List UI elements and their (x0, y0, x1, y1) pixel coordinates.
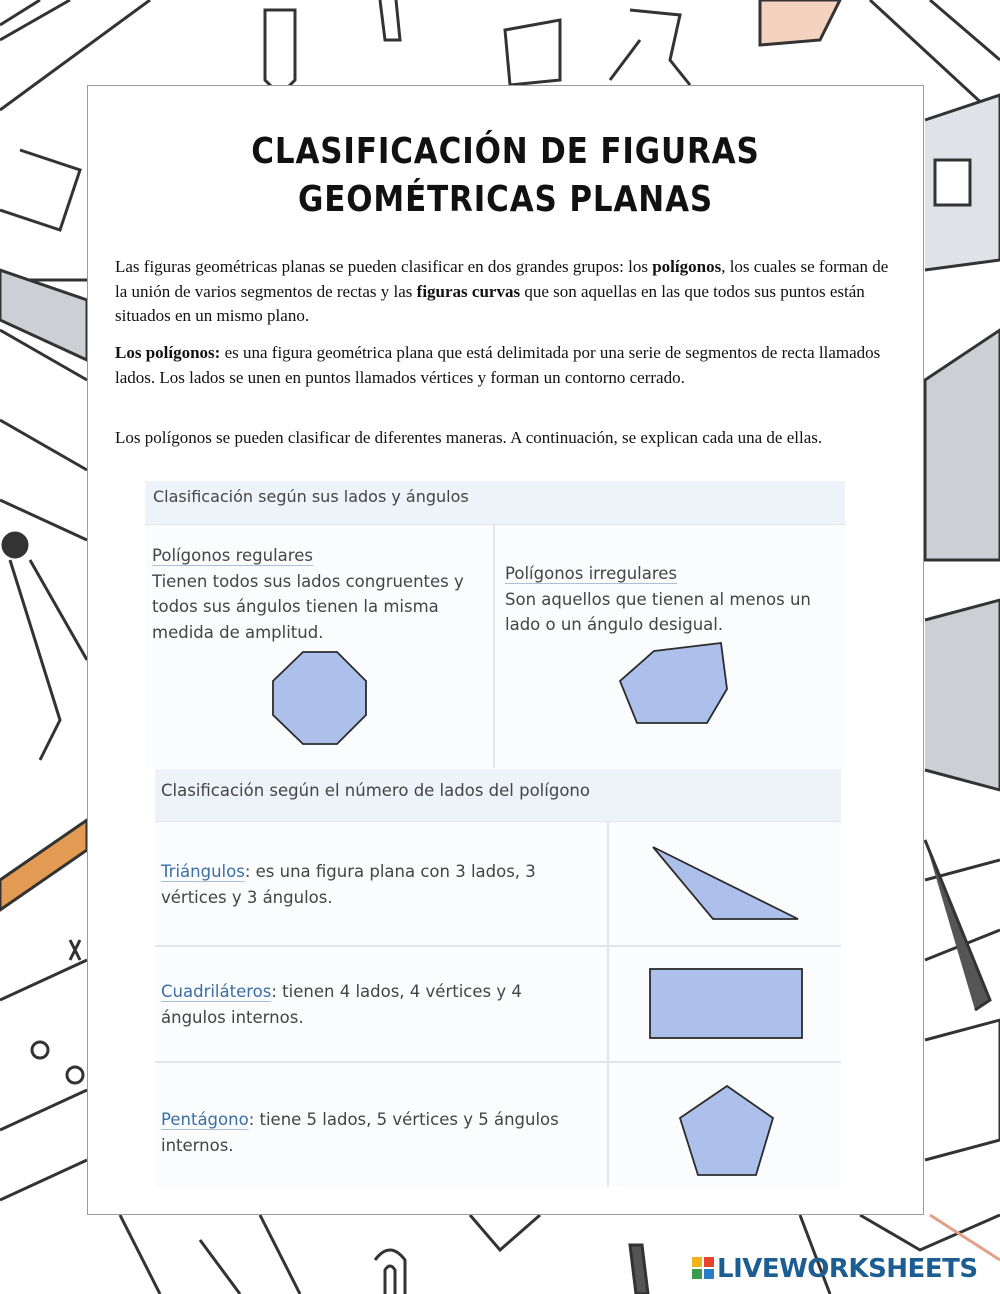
quadrilaterals-row: Cuadriláteros: tienen 4 lados, 4 vértices y 4 ángulos internos. (161, 982, 522, 1027)
rectangle-icon (649, 968, 804, 1040)
liveworksheets-logo: LIVEWORKSHEETS (692, 1254, 978, 1284)
logo-badge-icon (692, 1257, 714, 1279)
page-title: CLASIFICACIÓN DE FIGURAS GEOMÉTRICAS PLANAS (251, 131, 760, 220)
regular-polygons-cell (152, 543, 487, 645)
table-header: Clasificación según sus lados y ángulos (145, 481, 845, 525)
classification-intro: Los polígonos se pueden clasificar de diferentes maneras. A continuación, se explican cada una de ellas. (115, 428, 823, 447)
regular-polygons-desc: Tienen todos sus lados congruentes y todos sus ángulos tienen la misma medida de amplitud. (152, 571, 464, 642)
irregular-polygons-title: Polígonos irregulares (505, 564, 678, 583)
regular-polygons-title: Polígonos regulares (152, 546, 313, 565)
column-divider (493, 525, 495, 768)
polygons-definition: Los polígonos: es una figura geométrica plana que está delimitada por una serie de segmentos de recta llamados lados. Los lados se unen en puntos llamados vértices y forman un contorno cerrado. (115, 343, 881, 387)
quadrilaterals-term: Cuadriláteros (161, 982, 272, 1001)
worksheet-page (87, 85, 924, 1215)
irregular-polygon-icon (617, 641, 732, 729)
pentagon-term: Pentágono (161, 1110, 249, 1129)
row-divider (155, 1061, 841, 1063)
table-header: Clasificación según el número de lados del polígono (155, 769, 841, 822)
column-divider (607, 822, 609, 1187)
pentagon-icon (678, 1084, 776, 1178)
number-of-sides-table (155, 769, 841, 1187)
triangles-row: Triángulos: es una figura plana con 3 lados, 3 vértices y 3 ángulos. (161, 862, 536, 907)
row-divider (155, 945, 841, 947)
octagon-icon (270, 649, 370, 749)
intro-paragraph: Las figuras geométricas planas se pueden clasificar en dos grandes grupos: los polígonos, los cuales se forman de la unión de varios segmentos de rectas y las figuras curvas que son aquellas en las que todos sus puntos están situados en un mismo plano. (115, 257, 889, 325)
triangle-icon (651, 845, 801, 925)
irregular-polygons-desc: Son aquellos que tienen al menos un lado o un ángulo desigual. (505, 589, 811, 634)
pentagon-row: Pentágono: tiene 5 lados, 5 vértices y 5 ángulos internos. (161, 1110, 559, 1155)
irregular-polygons-cell (505, 561, 840, 638)
triangles-term: Triángulos (161, 862, 245, 881)
sides-angles-table (145, 481, 845, 768)
